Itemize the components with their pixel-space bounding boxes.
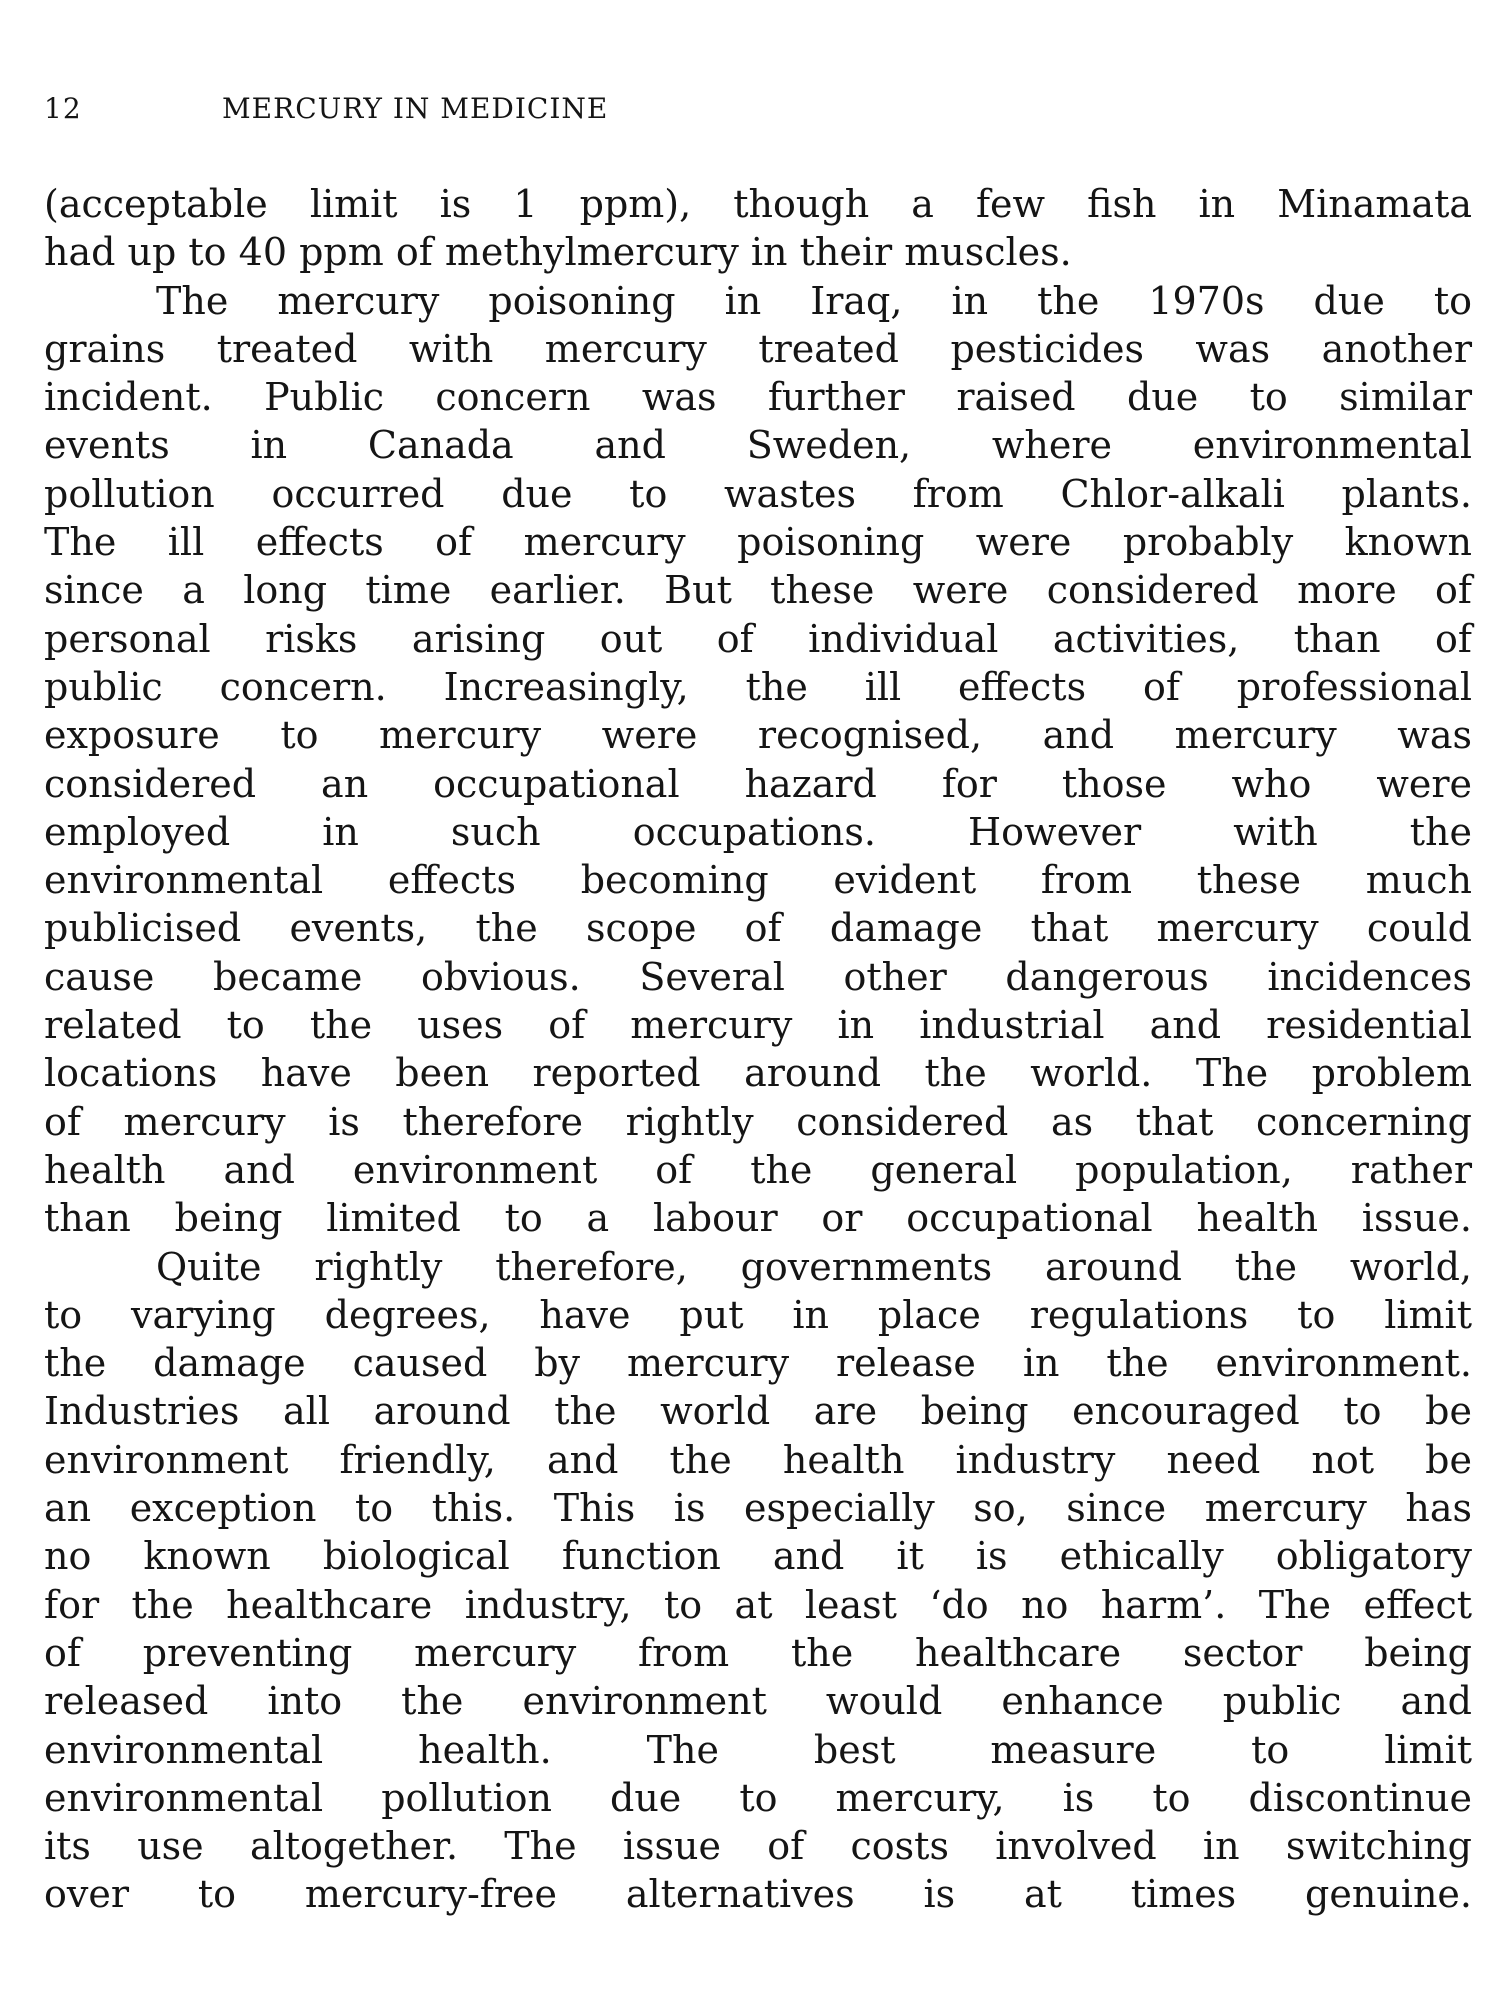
text-line: publicised events, the scope of damage that mercury could [44,906,1472,951]
text-line: environment friendly, and the health industry need not be [44,1437,1472,1482]
text-line: grains treated with mercury treated pesticides was another [44,326,1472,371]
text-line: Industries all around the world are being encouraged to be [44,1389,1472,1434]
text-line: to varying degrees, have put in place regulations to limit [44,1292,1472,1337]
page-number: 12 [44,92,82,125]
text-line: public concern. Increasingly, the ill effects of professional [44,664,1472,709]
text-line: pollution occurred due to wastes from Chlor-alkali plants. [44,471,1472,516]
text-line: its use altogether. The issue of costs involved in switching [44,1824,1472,1869]
text-line: health and environment of the general population, rather [44,1147,1472,1192]
body-text [44,180,1472,1919]
text-line: of mercury is therefore rightly considered as that concerning [44,1099,1472,1144]
running-header [44,92,608,125]
text-line: the damage caused by mercury release in the environment. [44,1341,1472,1386]
text-line: over to mercury-free alternatives is at times genuine. [44,1872,1472,1917]
text-line: than being limited to a labour or occupational health issue. [44,1196,1472,1241]
text-line: related to the uses of mercury in industrial and residential [44,1003,1472,1048]
text-line: no known biological function and it is ethically obligatory [44,1534,1472,1579]
text-line: environmental pollution due to mercury, is to discontinue [44,1775,1472,1820]
text-line: personal risks arising out of individual activities, than of [44,616,1472,661]
text-line: released into the environment would enhance public and [44,1679,1472,1724]
text-line: incident. Public concern was further raised due to similar [44,375,1472,420]
text-line: since a long time earlier. But these were considered more of [44,568,1472,613]
text-line: events in Canada and Sweden, where environmental [44,423,1472,468]
text-line: The ill effects of mercury poisoning were probably known [44,520,1472,565]
text-line: Quite rightly therefore, governments around the world, [156,1244,1472,1289]
text-line: exposure to mercury were recognised, and mercury was [44,713,1472,758]
text-line: locations have been reported around the world. The problem [44,1051,1472,1096]
text-line: (acceptable limit is 1 ppm), though a few fish in Minamata [44,182,1472,226]
running-title: MERCURY IN MEDICINE [222,92,609,125]
text-line: had up to 40 ppm of methylmercury in their muscles. [44,230,1072,275]
text-line: of preventing mercury from the healthcare sector being [44,1630,1472,1675]
text-line: an exception to this. This is especially so, since mercury has [44,1486,1472,1531]
text-line: employed in such occupations. However with the [44,809,1472,854]
text-line: environmental effects becoming evident from these much [44,858,1472,903]
text-line: The mercury poisoning in Iraq, in the 1970s due to [156,278,1472,323]
text-line: cause became obvious. Several other dangerous incidences [44,954,1472,999]
text-line: for the healthcare industry, to at least ‘do no harm’. The effect [44,1582,1472,1627]
text-line: considered an occupational hazard for those who were [44,761,1472,806]
text-line: environmental health. The best measure to limit [44,1727,1472,1772]
